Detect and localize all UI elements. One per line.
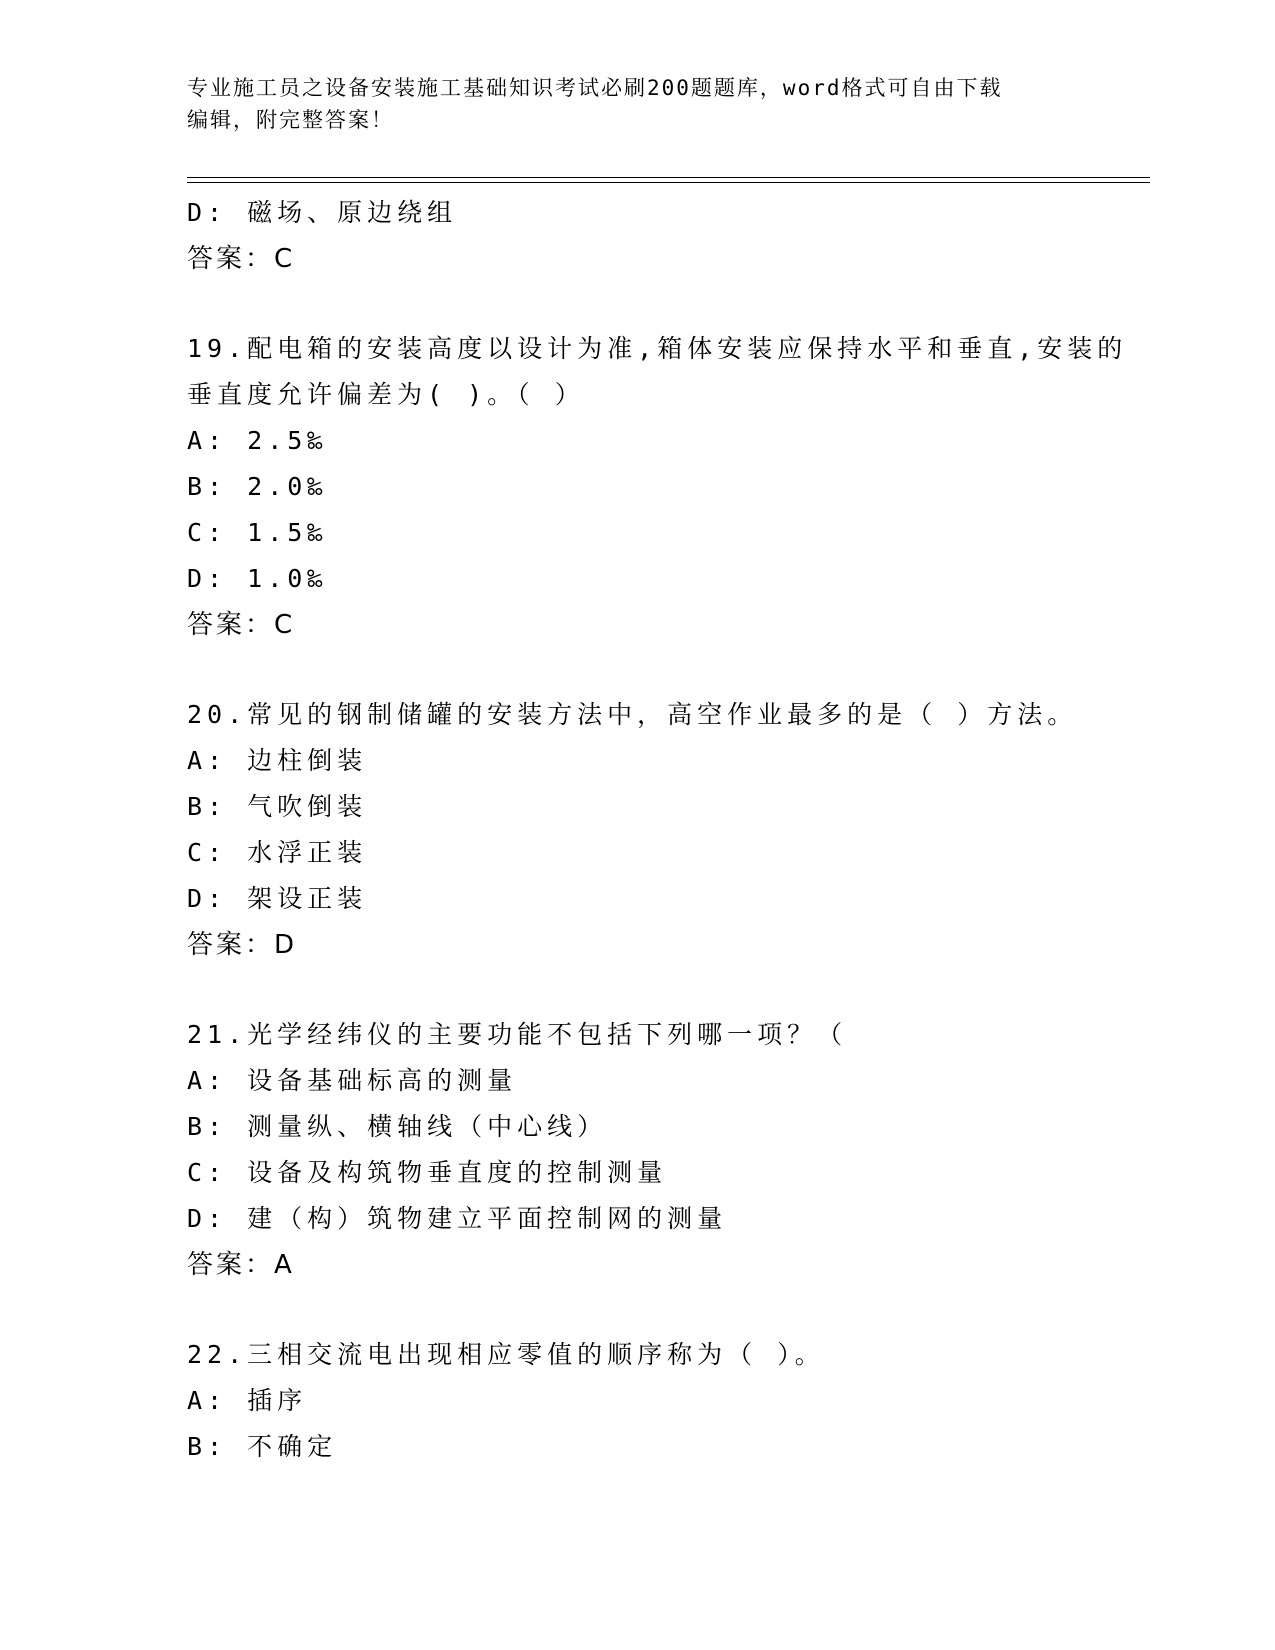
q19-option-b: B: 2.0‰ (187, 472, 328, 501)
q19-stem-line-2: 垂直度允许偏差为( )。（ ） (187, 380, 585, 409)
spacer (187, 968, 1087, 1012)
q20-option-b: B: 气吹倒装 (187, 792, 368, 821)
header-divider-bottom (187, 182, 1150, 183)
q19-option-d: D: 1.0‰ (187, 564, 328, 593)
q20-answer: 答案：D (187, 930, 298, 960)
q21-option-d: D: 建（构）筑物建立平面控制网的测量 (187, 1204, 728, 1233)
q21-stem: 21.光学经纬仪的主要功能不包括下列哪一项？（ (187, 1020, 848, 1049)
spacer (187, 648, 1087, 692)
q22-option-a: A: 插序 (187, 1386, 308, 1415)
q21-option-c: C: 设备及构筑物垂直度的控制测量 (187, 1158, 668, 1187)
q19-option-a: A: 2.5‰ (187, 426, 328, 455)
spacer (187, 1288, 1087, 1332)
q20-option-c: C: 水浮正装 (187, 838, 368, 867)
q20-option-a: A: 边柱倒装 (187, 746, 368, 775)
q19-answer: 答案：C (187, 610, 296, 640)
q22-stem: 22.三相交流电出现相应零值的顺序称为（ ）。 (187, 1340, 825, 1369)
q20-stem: 20.常见的钢制储罐的安装方法中，高空作业最多的是（ ）方法。 (187, 700, 1078, 729)
header-title-line-2: 编辑，附完整答案！ (187, 108, 394, 132)
header-title-line-1: 专业施工员之设备安装施工基础知识考试必刷200题题库，word格式可自由下载 (187, 76, 1003, 100)
q21-option-b: B: 测量纵、横轴线（中心线） (187, 1112, 608, 1141)
q21-answer: 答案：A (187, 1250, 295, 1280)
q22-option-b: B: 不确定 (187, 1432, 338, 1461)
spacer (187, 282, 1087, 326)
header-divider-top (187, 177, 1150, 178)
question-list (187, 190, 1128, 1470)
document-header (187, 72, 1087, 136)
q18-option-d: D: 磁场、原边绕组 (187, 198, 458, 227)
q19-stem-line-1: 19.配电箱的安装高度以设计为准,箱体安装应保持水平和垂直,安装的 (187, 334, 1128, 363)
q19-option-c: C: 1.5‰ (187, 518, 328, 547)
q20-option-d: D: 架设正装 (187, 884, 368, 913)
q21-option-a: A: 设备基础标高的测量 (187, 1066, 518, 1095)
q18-answer: 答案：C (187, 244, 296, 274)
